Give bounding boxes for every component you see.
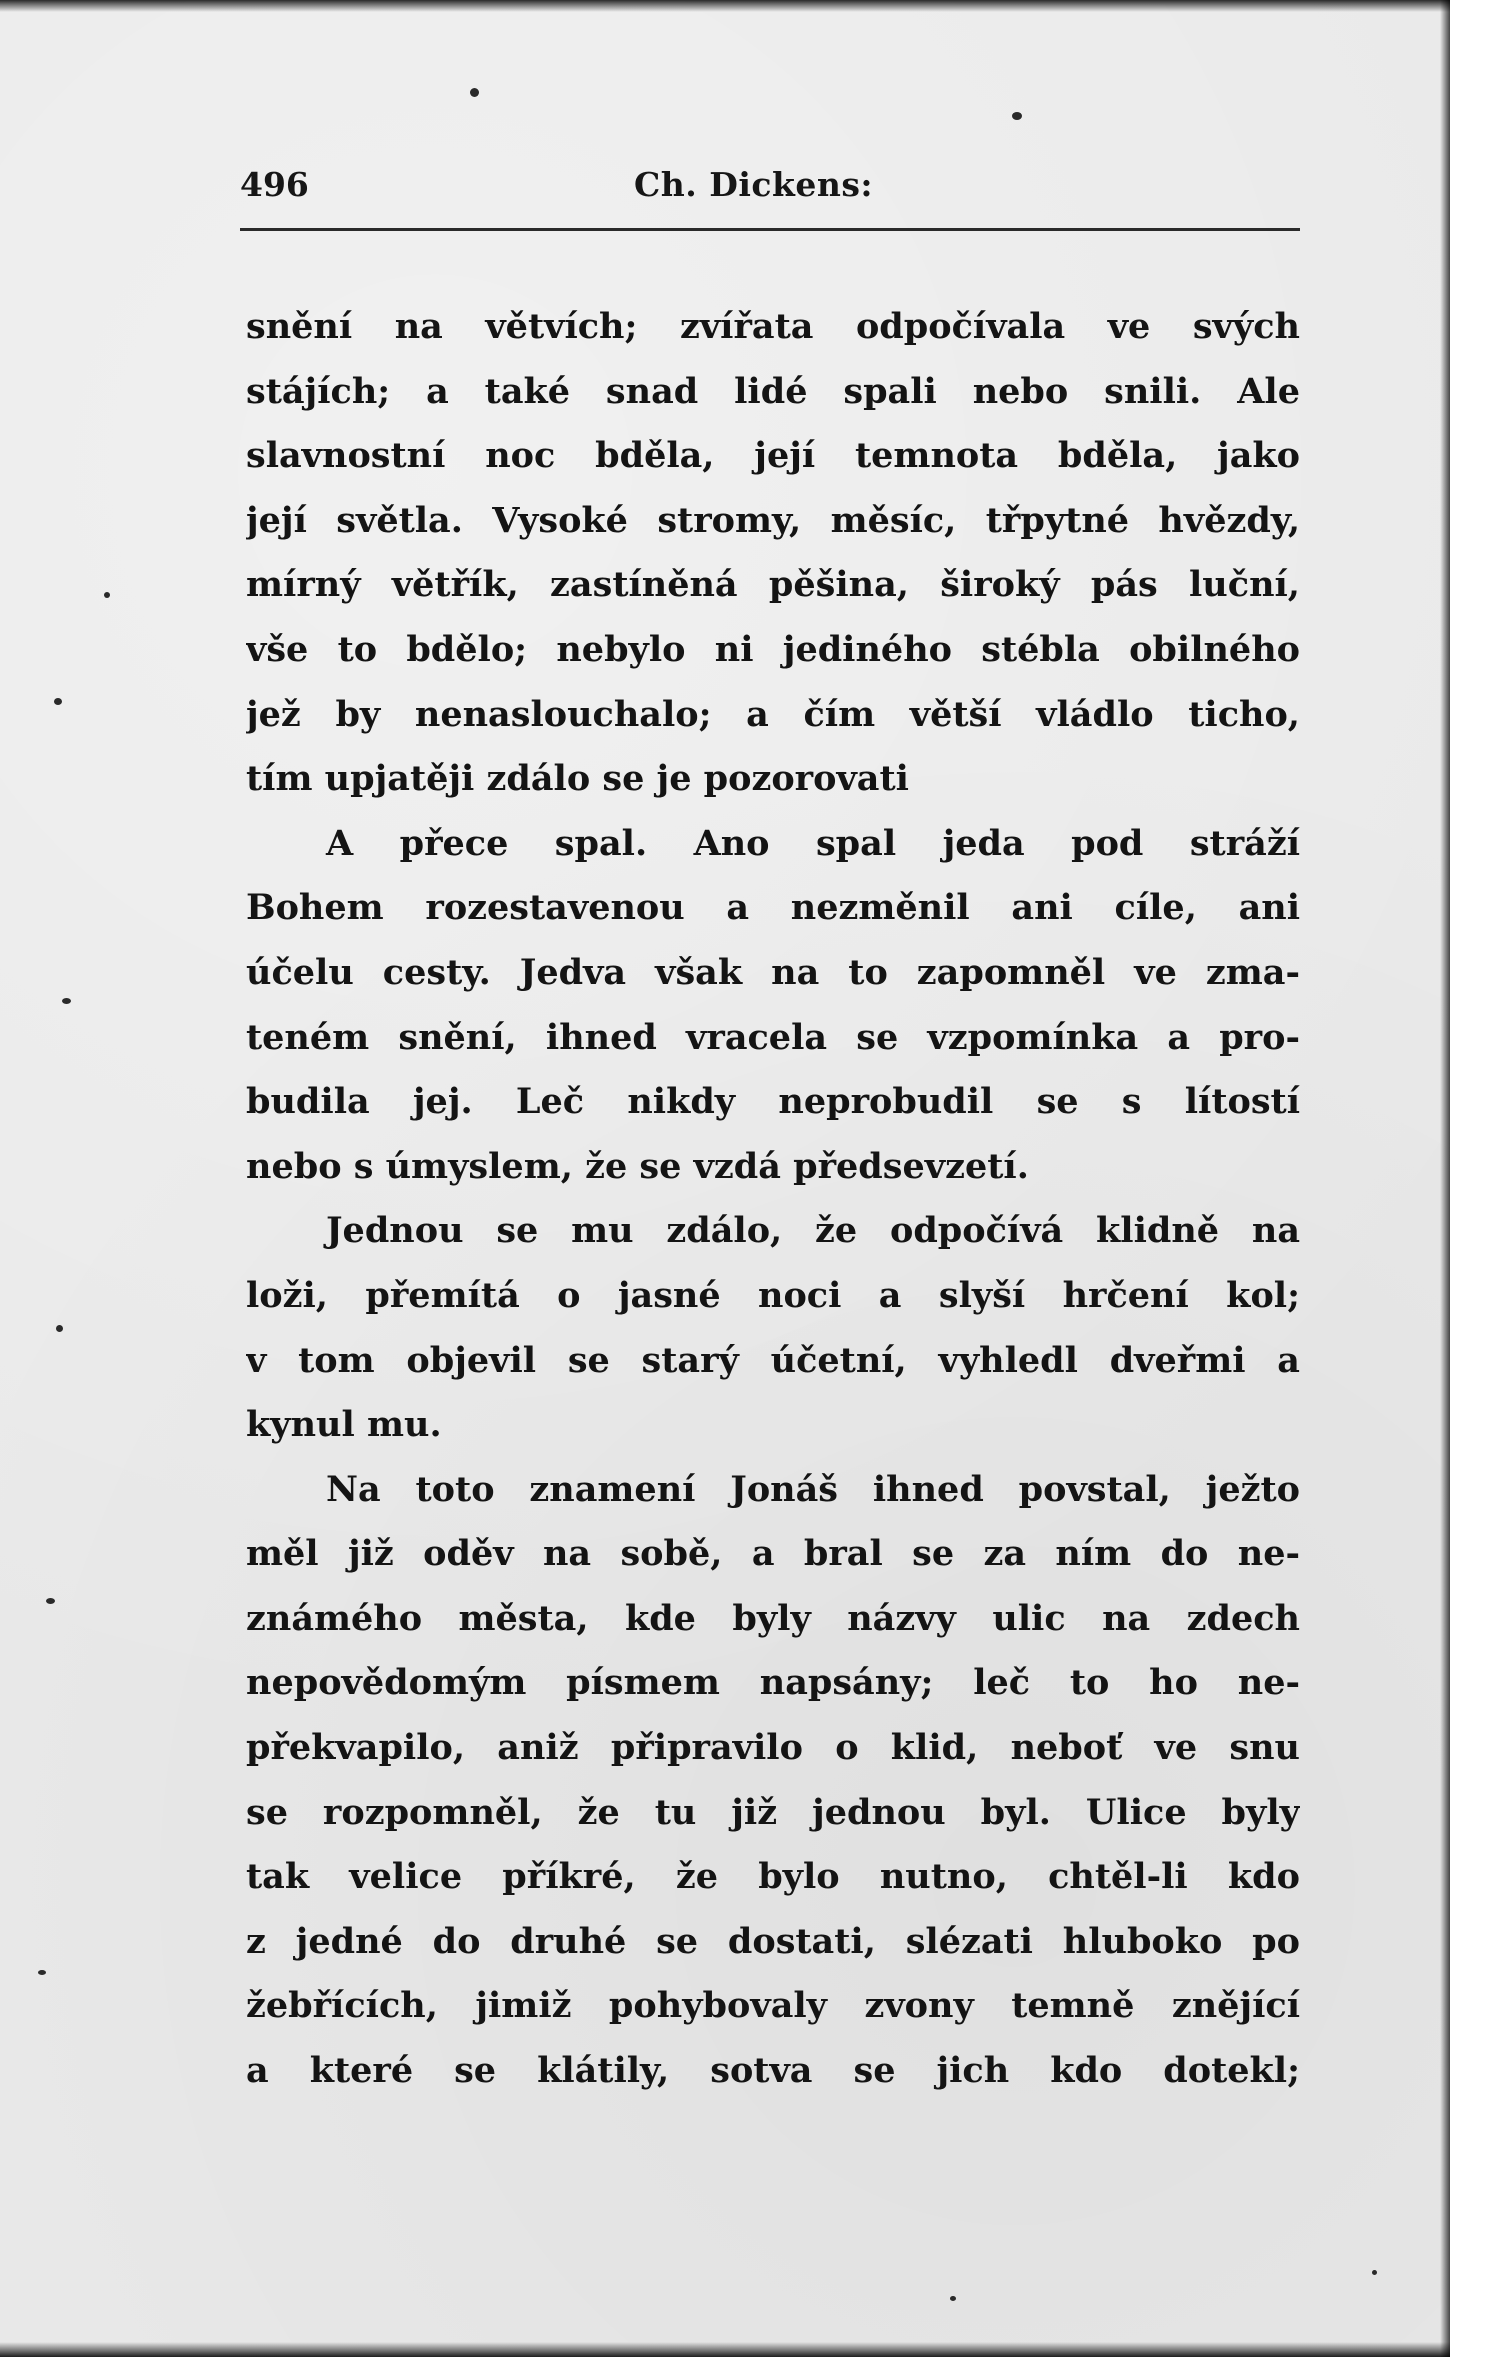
page-header: [240, 165, 1300, 215]
text-line: snění na větvích; zvířata odpočívala ve svých: [246, 306, 1300, 347]
dust-speck: [470, 88, 479, 97]
dust-speck: [56, 1325, 63, 1332]
text-line: slavnostní noc bděla, její temnota bděla, jako: [246, 435, 1300, 477]
text-line: Bohem rozestavenou a nezměnil ani cíle, ani: [246, 887, 1300, 929]
text-line: teném snění, ihned vracela se vzpomínka a pro-: [246, 1016, 1300, 1058]
body-text: [246, 295, 1300, 2104]
scan-margin: [1450, 0, 1491, 2357]
text-line: tak velice příkré, že bylo nutno, chtěl-li kdo: [246, 1856, 1300, 1898]
text-line: nepovědomým písmem napsány; leč to ho ne-: [246, 1662, 1300, 1704]
text-line: z jedné do druhé se dostati, slézati hluboko po: [246, 1920, 1300, 1962]
dust-speck: [104, 592, 110, 598]
text-line: Jednou se mu zdálo, že odpočívá klidně na: [326, 1210, 1300, 1252]
dust-speck: [1012, 112, 1022, 120]
text-line: tím upjatěji zdálo se je pozorovati: [246, 758, 909, 800]
dust-speck: [950, 2296, 956, 2301]
text-line: překvapilo, aniž připravilo o klid, neboť ve snu: [246, 1727, 1300, 1769]
text-line: loži, přemítá o jasné noci a slyší hrčení kol;: [246, 1274, 1300, 1316]
running-head: Ch. Dickens:: [634, 165, 874, 204]
dust-speck: [38, 1970, 46, 1975]
text-line: a které se klátily, sotva se jich kdo dotekl;: [246, 2050, 1300, 2092]
text-line: kynul mu.: [246, 1404, 442, 1446]
bottom-edge-shadow: [0, 2342, 1450, 2357]
dust-speck: [54, 698, 62, 705]
text-line: budila jej. Leč nikdy neprobudil se s lítostí: [246, 1081, 1300, 1123]
header-rule: [240, 228, 1300, 231]
text-line: žebřících, jimiž pohybovaly zvony temně znějící: [246, 1985, 1300, 2027]
text-line: Na toto znamení Jonáš ihned povstal, ježto: [326, 1468, 1300, 1510]
text-line: měl již oděv na sobě, a bral se za ním do ne-: [246, 1533, 1300, 1575]
text-line: A přece spal. Ano spal jeda pod stráží: [326, 822, 1300, 864]
text-line: mírný větřík, zastíněná pěšina, široký pás luční,: [246, 564, 1300, 606]
dust-speck: [1372, 2270, 1377, 2275]
top-edge-shadow: [0, 0, 1450, 12]
text-line: v tom objevil se starý účetní, vyhledl dveřmi a: [246, 1339, 1300, 1381]
text-line: účelu cesty. Jedva však na to zapomněl ve zma-: [246, 951, 1300, 993]
dust-speck: [46, 1598, 55, 1604]
text-line: známého města, kde byly názvy ulic na zdech: [246, 1597, 1300, 1639]
dust-speck: [62, 998, 71, 1004]
text-line: nebo s úmyslem, že se vzdá předsevzetí.: [246, 1145, 1029, 1187]
text-line: její světla. Vysoké stromy, měsíc, třpytné hvězdy,: [246, 499, 1300, 541]
text-line: vše to bdělo; nebylo ni jediného stébla obilného: [246, 628, 1300, 670]
text-line: stájích; a také snad lidé spali nebo snili. Ale: [246, 370, 1300, 412]
page-number: 496: [240, 165, 309, 204]
text-line: se rozpomněl, že tu již jednou byl. Ulice byly: [246, 1791, 1300, 1833]
text-line: jež by nenaslouchalo; a čím větší vládlo ticho,: [246, 693, 1300, 735]
